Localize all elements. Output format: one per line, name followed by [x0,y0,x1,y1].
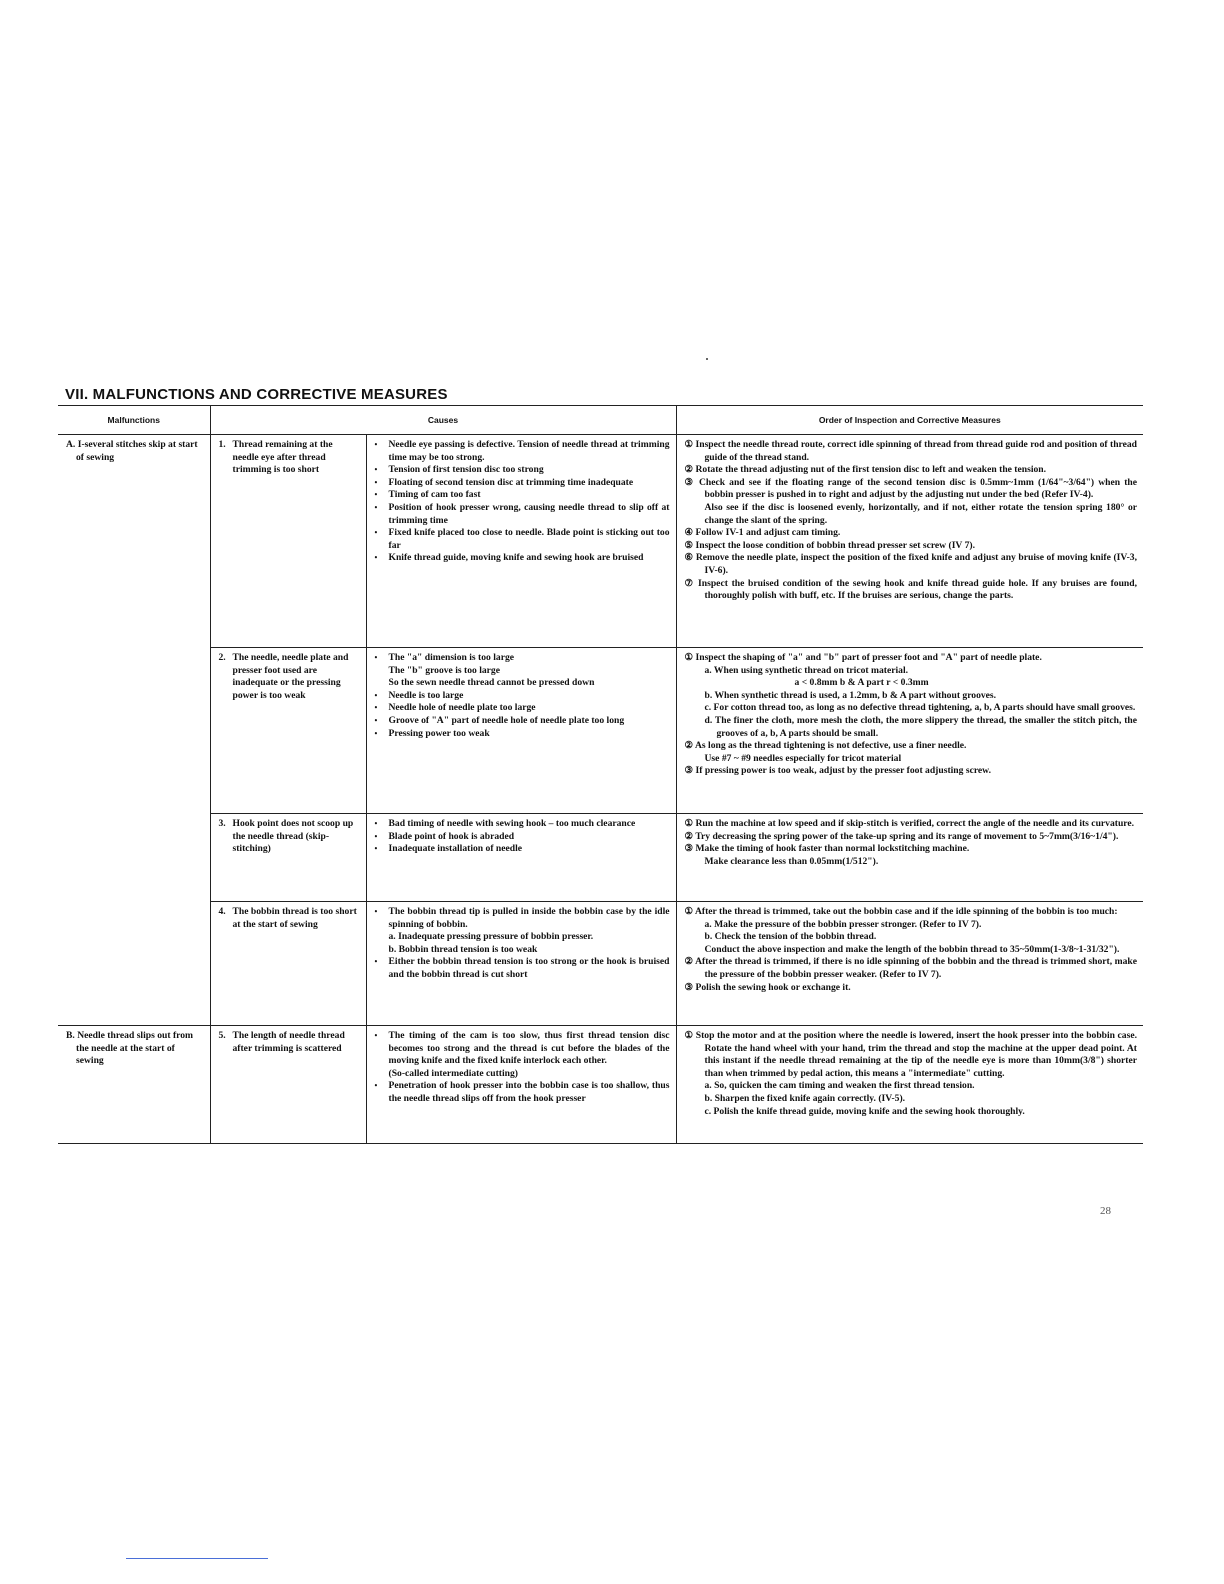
cause-item: • Inadequate installation of needle [375,843,670,856]
measure-item: a < 0.8mm b & A part r < 0.3mm [794,677,929,689]
reason-number: 4. [218,906,226,917]
cause-item: • Penetration of hook presser into the bobbin case is too shallow, thus the needle thread slips off from the hook presser [375,1080,670,1105]
cause-item: • The timing of the cam is too slow, thus first thread tension disc becomes too strong and the thread is cut before the blades of the moving knife and the fixed knife interlock each other. [375,1030,670,1068]
cause-item: The "b" groove is too large [388,664,500,676]
measure-item: Also see if the disc is loosened evenly, horizontally, and if not, either rotate the tension spring 180° or change the slant of the spring. [704,501,1137,526]
measure-item: c. For cotton thread too, as long as no defective thread tightening, a, b, A parts should have small grooves. [704,702,1136,714]
measure-item: d. The finer the cloth, more mesh the cloth, the more slippery the thread, the smaller the stitch pitch, the grooves of a, b, A parts should be small. [704,714,1137,739]
measure-item: ③ Make the timing of hook faster than normal lockstitching machine. [684,843,970,855]
cause-item: a. Inadequate pressing pressure of bobbin presser. [388,931,594,943]
cause-item: • Position of hook presser wrong, causing needle thread to slip off at trimming time [375,502,670,527]
measure-item: ⑦ Inspect the bruised condition of the sewing hook and knife thread guide hole. If any bruises are found, thoroughly polish with buff, etc. If the bruises are serious, change the parts. [684,577,1137,602]
cause-item: • Blade point of hook is abraded [375,831,670,844]
measure-item: ③ Check and see if the floating range of the second tension disc is 0.5mm~1mm (1/64"~3/64") when the bobbin presser is pushed in to right and adjust by the adjusting nut under the bed (Refer IV-4). [684,476,1137,501]
cause-item: • Needle is too large [375,690,670,703]
header-malfunctions: Malfunctions [58,406,210,435]
cause-item: (So-called intermediate cutting) [388,1067,518,1079]
malfunction-cell [58,1026,210,1144]
cause-item: • Needle hole of needle plate too large [375,702,670,715]
causes-cell [366,648,676,814]
measure-item: ② After the thread is trimmed, if there is no idle spinning of the bobbin and the thread is trimmed short, make the pressure of the bobbin presser weaker. (Refer to IV 7). [684,956,1137,980]
measure-item: ② Rotate the thread adjusting nut of the first tension disc to left and weaken the tension. [684,464,1047,476]
cause-item: • Bad timing of needle with sewing hook – too much clearance [375,818,670,831]
measures-cell [676,648,1143,814]
measure-item: Make clearance less than 0.05mm(1/512"). [704,855,879,867]
reason-text: Hook point does not scoop up the needle thread (skip-stitching) [232,818,354,855]
cause-item: • Knife thread guide, moving knife and sewing hook are bruised [375,552,670,565]
reason-cell [210,1026,366,1144]
measure-item: b. Check the tension of the bobbin thread. [704,931,877,943]
malfunction-a: A. I-several stitches skip at start of sewing [66,439,198,463]
malfunction-b: B. Needle thread slips out from the needle at the start of sewing [66,1030,194,1067]
scan-speck [706,358,708,360]
measure-item: ① Stop the motor and at the position where the needle is lowered, insert the hook presser into the bobbin case. Rotate the hand wheel with your hand, trim the thread and stop the machine at the upper dead point. At this instant if the needle thread remaining at the tip of the needle eye is more than 10mm(3/8") shorter than when trimmed by pedal action, this means a "intermediate" cutting. [684,1030,1137,1079]
measure-item: ③ Polish the sewing hook or exchange it. [684,981,851,993]
reason-text: The bobbin thread is too short at the start of sewing [232,906,357,930]
cause-item: • Tension of first tension disc too strong [375,464,670,477]
cause-item: • Needle eye passing is defective. Tension of needle thread at trimming time may be too strong. [375,439,670,464]
measure-item: ⑤ Inspect the loose condition of bobbin thread presser set screw (IV 7). [684,539,975,551]
reason-number: 3. [218,818,226,829]
causes-cell [366,902,676,1026]
table-row [58,902,1143,1026]
measure-item: ③ If pressing power is too weak, adjust by the presser foot adjusting screw. [684,765,991,777]
cause-item: • The "a" dimension is too large [375,652,670,665]
reason-text: Thread remaining at the needle eye after thread trimming is too short [232,439,333,476]
reason-number: 5. [218,1030,226,1041]
measure-item: a. When using synthetic thread on tricot material. [704,664,909,676]
measure-item: ① Inspect the needle thread route, correct idle spinning of thread from thread guide rod and position of thread guide of the thread stand. [684,439,1138,463]
causes-cell [366,1026,676,1144]
measure-item: ② Try decreasing the spring power of the take-up spring and its range of movement to 5~7mm(3/16~1/4"). [684,830,1119,842]
measure-item: Conduct the above inspection and make the length of the bobbin thread to 35~50mm(1-3/8~1-31/32"). [704,943,1120,955]
measure-item: Use #7 ~ #9 needles especially for tricot material [704,752,902,764]
reason-cell [210,648,366,814]
cause-item: b. Bobbin thread tension is too weak [388,943,538,955]
table-row [58,814,1143,902]
reason-cell [210,435,366,648]
cause-item: • Groove of "A" part of needle hole of needle plate too long [375,715,670,728]
measures-cell [676,1026,1143,1144]
measure-item: ① Inspect the shaping of "a" and "b" part of presser foot and "A" part of needle plate. [684,652,1042,663]
table-row [58,435,1143,648]
footer-rule [126,1558,268,1559]
header-measures: Order of Inspection and Corrective Measures [676,406,1143,435]
measure-item: ① Run the machine at low speed and if skip-stitch is verified, correct the angle of the needle and its curvature. [684,818,1135,829]
measure-item: ① After the thread is trimmed, take out the bobbin case and if the idle spinning of the bobbin is too much: [684,906,1118,917]
cause-item: • Fixed knife placed too close to needle. Blade point is sticking out too far [375,527,670,552]
measure-item: ② As long as the thread tightening is not defective, use a finer needle. [684,740,967,752]
causes-cell [366,435,676,648]
cause-item: • The bobbin thread tip is pulled in inside the bobbin case by the idle spinning of bobbin. [375,906,670,931]
malfunctions-table [58,405,1143,1144]
table-row [58,648,1143,814]
measure-item: b. When synthetic thread is used, a 1.2mm, b & A part without grooves. [704,689,997,701]
reason-cell [210,902,366,1026]
measure-item: a. So, quicken the cam timing and weaken the first thread tension. [704,1080,975,1092]
measure-item: a. Make the pressure of the bobbin presser stronger. (Refer to IV 7). [704,918,982,930]
table-row [58,1026,1143,1144]
cause-item: So the sewn needle thread cannot be pressed down [388,677,595,689]
reason-number: 2. [218,652,226,663]
page-number: 28 [1100,1205,1111,1217]
measure-item: b. Sharpen the fixed knife again correctly. (IV-5). [704,1092,906,1104]
measures-cell [676,814,1143,902]
measures-cell [676,435,1143,648]
measure-item: c. Polish the knife thread guide, moving knife and the sewing hook thoroughly. [704,1105,1025,1117]
table-header-row [58,406,1143,435]
causes-cell [366,814,676,902]
cause-item: • Either the bobbin thread tension is too strong or the hook is bruised and the bobbin thread is cut short [375,956,670,981]
reason-text: The length of needle thread after trimming is scattered [232,1030,345,1054]
reason-text: The needle, needle plate and presser foot used are inadequate or the pressing power is too weak [232,652,349,701]
page-title: VII. MALFUNCTIONS AND CORRECTIVE MEASURES [65,386,448,403]
header-causes: Causes [210,406,676,435]
reason-number: 1. [218,439,226,450]
cause-item: • Floating of second tension disc at trimming time inadequate [375,477,670,490]
measure-item: ④ Follow IV-1 and adjust cam timing. [684,527,841,539]
measure-item: ⑥ Remove the needle plate, inspect the position of the fixed knife and adjust any bruise of moving knife (IV-3, IV-6). [684,552,1137,576]
cause-item: • Timing of cam too fast [375,489,670,502]
cause-item: • Pressing power too weak [375,728,670,741]
measures-cell [676,902,1143,1026]
malfunction-cell [58,435,210,1026]
reason-cell [210,814,366,902]
